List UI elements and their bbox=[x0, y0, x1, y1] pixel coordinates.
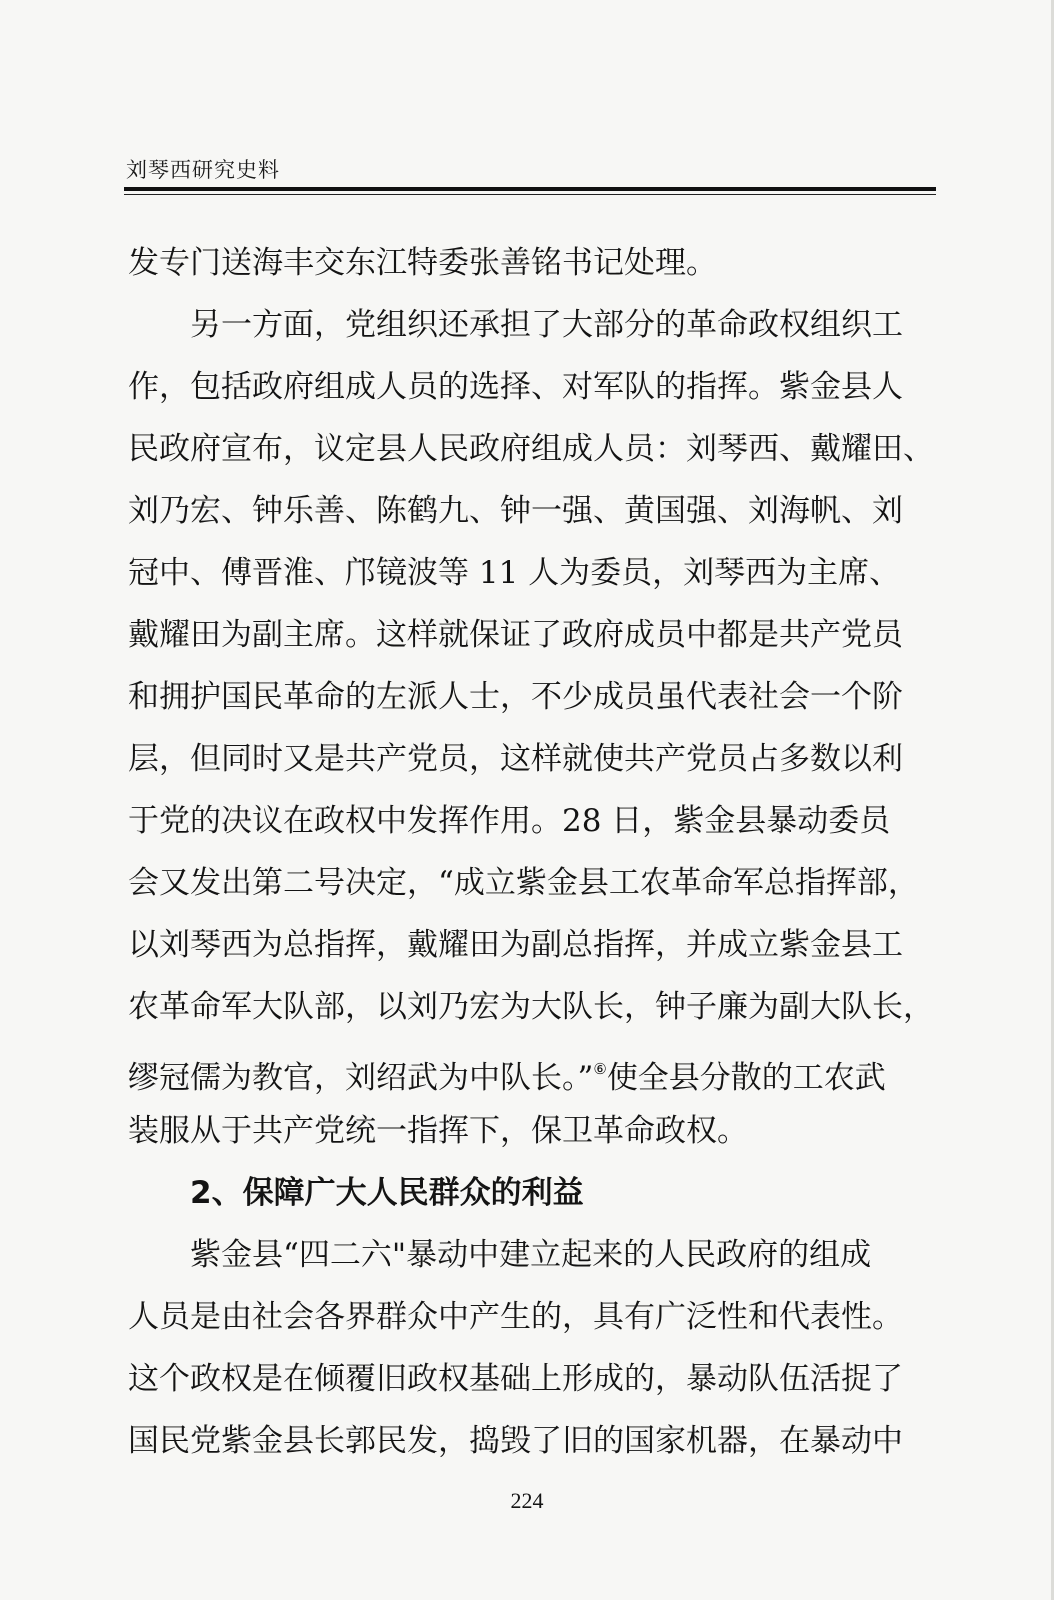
header-rule-thick bbox=[124, 187, 936, 191]
page-number: 224 bbox=[510, 1488, 544, 1513]
section-heading: 2、保障广大人民群众的利益 bbox=[190, 1175, 584, 1211]
text-line: 装服从于共产党统一指挥下，保卫革命政权。 bbox=[128, 1113, 748, 1149]
text-line: 紫金县“四二六"暴动中建立起来的人民政府的组成 bbox=[190, 1237, 872, 1273]
text-line: 作，包括政府组成人员的选择、对军队的指挥。紫金县人 bbox=[128, 369, 903, 405]
text-line: 另一方面，党组织还承担了大部分的革命政权组织工 bbox=[190, 307, 903, 343]
text-before-footnote: 缪冠儒为教官，刘绍武为中队长。” bbox=[128, 1060, 594, 1096]
text-line: 戴耀田为副主席。这样就保证了政府成员中都是共产党员 bbox=[128, 617, 903, 653]
text-line: 这个政权是在倾覆旧政权基础上形成的，暴动队伍活捉了 bbox=[128, 1361, 903, 1397]
text-line: 以刘琴西为总指挥，戴耀田为副总指挥，并成立紫金县工 bbox=[128, 927, 903, 963]
text-line: 层，但同时又是共产党员，这样就使共产党员占多数以利 bbox=[128, 741, 903, 777]
text-line: 民政府宣布，议定县人民政府组成人员：刘琴西、戴耀田、 bbox=[128, 431, 934, 467]
header-rule-thin bbox=[124, 194, 936, 195]
text-line: 于党的决议在政权中发挥作用。28 日，紫金县暴动委员 bbox=[128, 803, 891, 839]
text-after-footnote: 使全县分散的工农武 bbox=[606, 1060, 886, 1096]
text-line: 国民党紫金县长郭民发，捣毁了旧的国家机器，在暴动中 bbox=[128, 1423, 903, 1459]
text-line: 和拥护国民革命的左派人士，不少成员虽代表社会一个阶 bbox=[128, 679, 903, 715]
text-line: 会又发出第二号决定，“成立紫金县工农革命军总指挥部， bbox=[128, 865, 919, 901]
text-line: 人员是由社会各界群众中产生的，具有广泛性和代表性。 bbox=[128, 1299, 903, 1335]
body-text bbox=[128, 232, 934, 1472]
text-line: 冠中、傅晋淮、邝镜波等 11 人为委员，刘琴西为主席、 bbox=[128, 555, 901, 591]
text-line: 发专门送海丰交东江特委张善铭书记处理。 bbox=[128, 245, 717, 281]
text-line: 农革命军大队部，以刘乃宏为大队长，钟子廉为副大队长， bbox=[128, 989, 934, 1025]
footnote-marker[interactable]: ⑥ bbox=[593, 1060, 607, 1078]
text-line-with-footnote bbox=[128, 1038, 934, 1100]
running-head-title: 刘琴西研究史料 bbox=[126, 158, 280, 182]
text-line: 刘乃宏、钟乐善、陈鹤九、钟一强、黄国强、刘海帆、刘 bbox=[128, 493, 903, 529]
